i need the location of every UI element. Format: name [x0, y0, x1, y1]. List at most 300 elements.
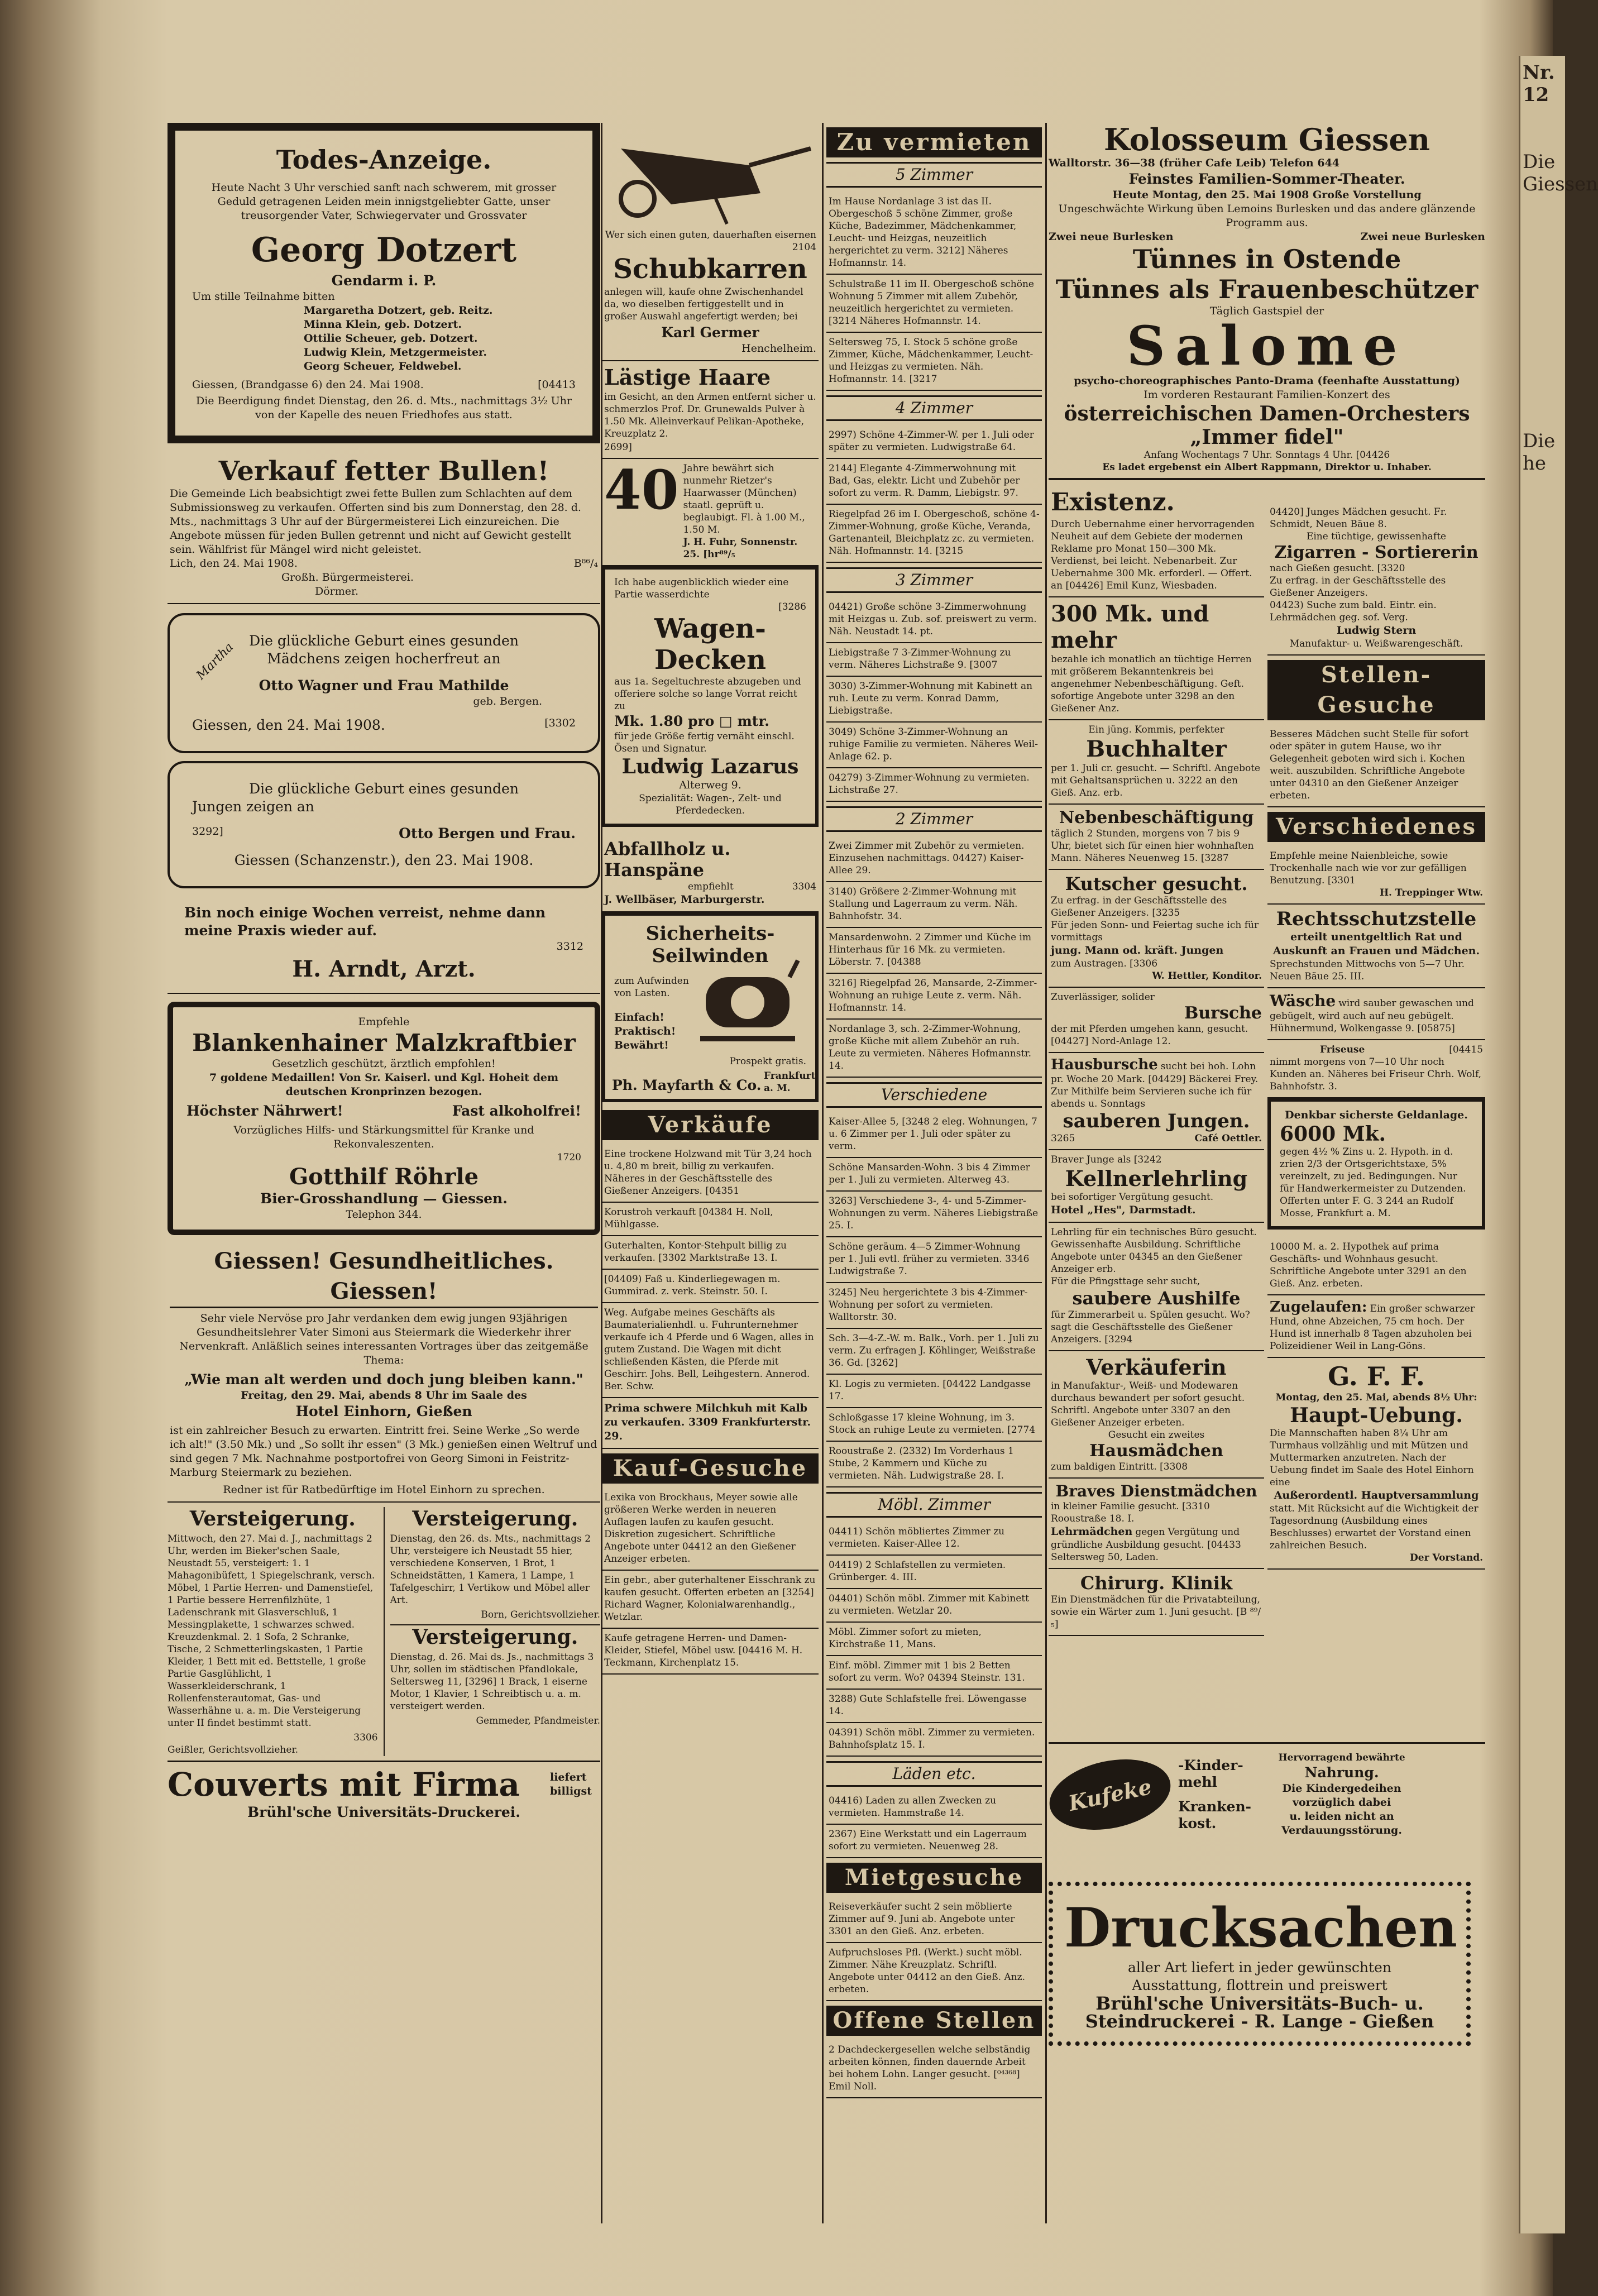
ad-date: Heute Montag, den 25. Mai 1908 Große Vorstellung	[1112, 189, 1422, 201]
parents: Otto Wagner und Frau Mathilde	[259, 677, 509, 693]
ad-claim: Fast alkoholfrei!	[452, 1103, 581, 1119]
column-1	[168, 123, 600, 2223]
ad-text: Jahre bewährt sich nunmehr Rietzer's Haarwasser (München) staatl. geprüft u. beglaubigt. Fl. à 1.00 M., 1.50 M.	[683, 463, 805, 535]
classified-item: Kaiser-Allee 5, [3248 2 eleg. Wohnungen, 7 u. 6 Zimmer per 1. Juli oder später zu verm.	[826, 1112, 1042, 1158]
ad-tag: Einfach!	[614, 1011, 664, 1023]
ad-title: Giessen! Gesundheitliches. Giessen!	[170, 1246, 598, 1308]
classified-item: Schöne geräum. 4—5 Zimmer-Wohnung per 1. Juli evtl. früher zu vermieten. 3346 Ludwigstraße 7.	[826, 1237, 1042, 1283]
ad-title: Sicherheits-Seilwinden	[645, 922, 775, 967]
classified-item: 3288) Gute Schlafstelle frei. Löwengasse 14.	[826, 1690, 1042, 1723]
ad-text: für jede Größe fertig vernäht einschl. Ösen und Signatur.	[614, 731, 795, 754]
ad-number: 40	[604, 458, 679, 522]
ad-pre: Ein jüng. Kommis, perfekter	[1088, 724, 1224, 735]
ad-text: erteilt unentgeltlich Rat und Auskunft an Frauen und Mädchen.	[1272, 931, 1480, 957]
ad-amount: 6000 Mk.	[1280, 1122, 1386, 1146]
ad-title: jung. Mann od. kräft. Jungen	[1051, 944, 1224, 956]
kufeke-logo: Kufeke	[1043, 1749, 1177, 1840]
ad-title: Versteigerung.	[189, 1507, 356, 1530]
parents: Otto Bergen und Frau.	[399, 825, 576, 841]
classified-item: Schloßgasse 17 kleine Wohnung, im 3. Stock an ruhige Leute zu vermieten. [2774	[826, 1408, 1042, 1442]
ad-abfallholz	[602, 835, 819, 912]
ad-300mk	[1049, 597, 1264, 720]
ad-text: Wer sich einen guten, dauerhaften eisernen	[605, 229, 816, 241]
mourner: Ottilie Scheuer, geb. Dotzert.	[304, 332, 478, 345]
show-title: Tünnes als Frauenbeschützer	[1055, 274, 1479, 304]
ad-text: Lehrling für ein technisches Büro gesucht. Gewissenhafte Ausbildung. Schriftliche Angebote unter 04345 an den Gießener Anzeiger erb.	[1051, 1227, 1257, 1275]
ad-pre: Empfehle	[358, 1016, 410, 1028]
ad-text: der mit Pferden umgehen kann, gesucht. [04427] Nord-Anlage 12.	[1051, 1023, 1248, 1047]
ad-geldanlage	[1267, 1098, 1485, 1230]
ad-text: Für jeden Sonn- und Feiertag suche ich für vormittags	[1051, 920, 1259, 943]
ad-friseuse	[1267, 1040, 1485, 1098]
classified-item: Schulstraße 11 im II. Obergeschoß schöne Wohnung 5 Zimmer mit allem Zubehör, neuzeitlich hergerichtet zu vermieten. [3214 Näheres Hofmannstr. 14.	[826, 275, 1042, 333]
ref-number: [3286	[778, 601, 806, 613]
section-header-mietgesuche: Mietgesuche	[826, 1863, 1042, 1893]
next-page-edge	[1519, 56, 1598, 2233]
classified-item: Sch. 3—4-Z.-W. m. Balk., Vorh. per 1. Juli zu verm. Zu erfragen J. Köhlinger, Weißstraße 36. Gd. [3262]	[826, 1329, 1042, 1375]
subsection-header: Möbl. Zimmer	[826, 1492, 1042, 1518]
ad-title: Kutscher gesucht.	[1065, 873, 1248, 895]
classified-item: Liebigstraße 7 3-Zimmer-Wohnung zu verm. Näheres Lichstraße 9. [3007	[826, 643, 1042, 677]
classified-item: 04419) 2 Schlafstellen zu vermieten. Grünberger. 4. III.	[826, 1556, 1042, 1589]
ad-seller: Café Oettler.	[1194, 1133, 1262, 1144]
ad-klinik	[1049, 1569, 1264, 1636]
ad-text: Dienstag, den 26. ds. Mts., nachmittags 2 Uhr, versteigere ich Neustadt 55 hier, verschiedene Konserven, 1 Brot, 1 Schneidstätten, 1 Kamera, 1 Lampe, 1 Tafelgeschirr, 1 Vertikow und Möbel aller Art.	[390, 1533, 591, 1606]
born-name: geb. Bergen.	[473, 695, 542, 707]
mourners-list	[192, 304, 576, 374]
place-date: Lich, den 24. Mai 1908.	[170, 557, 298, 570]
ad-title: Blankenhainer Malzkraftbier	[192, 1029, 576, 1056]
ref-number: 3304	[792, 881, 816, 892]
kufeke-claim: Hervorragend bewährte	[1278, 1752, 1405, 1763]
ad-text: Braver Junge als [3242	[1051, 1154, 1162, 1165]
classified-item: 3216] Riegelpfad 26, Mansarde, 2-Zimmer-Wohnung an ruhige Leute z. verm. Näh. Hofmannstr. 14.	[826, 974, 1042, 1020]
ad-sub: Brühl'sche Universitäts-Druckerei.	[247, 1804, 521, 1820]
ad-place: Henchelheim.	[741, 342, 816, 355]
ad-arndt	[168, 896, 600, 994]
ad-medals: 7 goldene Medaillen! Von Sr. Kaiserl. und Kgl. Hoheit dem deutschen Kronprinzen bezogen.	[209, 1072, 559, 1098]
classified-item: Kl. Logis zu vermieten. [04422 Landgasse 17.	[826, 1375, 1042, 1408]
ref-number: 3265	[1051, 1133, 1075, 1144]
classified-item: 04391) Schön möbl. Zimmer zu vermieten. Bahnhofsplatz 15. I.	[826, 1723, 1042, 1757]
ad-kutscher	[1049, 870, 1264, 988]
ad-title: Versteigerung.	[412, 1507, 578, 1530]
classified-item: 3140) Größere 2-Zimmer-Wohnung mit Stallung und Lagerraum zu verm. Näh. Bahnhofstr. 34.	[826, 882, 1042, 928]
kufeke-label: mehl	[1178, 1774, 1218, 1790]
ad-guest: Täglich Gastspiel der	[1209, 305, 1324, 317]
ad-text: Mittwoch, den 27. Mai d. J., nachmittags 2 Uhr, werden im Bieker'schen Saale, Neustadt 55, versteigert: 1. 1 Mahagonibüfett, 1 Spiegelschrank, versch. Möbel, 1 Partie Herren- und Damenstiefel, 1 Partie bessere Herrenfilzhüte, 1 Ladenschrank mit Glasverschluß, 1 Messingplakette, 1 schwarzes schwed. Kreuzdenkmal. 2. 1 Sofa, 2 Schranke, Tische, 2 Schmetterlingskasten, 1 Partie Kleider, 1 Bett mit ed. Bettstelle, 1 große Partie Gasglühlicht, 1 Wasserkleiderschrank, 1 Rollenfensterautomat, Gas- und Wasserhähne u. a. m. Die Versteigerung unter II findet bestimmt statt.	[168, 1533, 375, 1729]
ad-text: nach Gießen gesucht. [3320	[1270, 563, 1405, 574]
ad-seller: Ph. Mayfarth & Co.	[612, 1077, 762, 1093]
ad-seller: W. Hettler, Konditor.	[1152, 970, 1262, 982]
ad-text: Zuverlässiger, solider	[1051, 992, 1155, 1003]
ad-title: sauberen Jungen.	[1063, 1110, 1250, 1132]
deceased-rank: Gendarm i. P.	[331, 272, 437, 289]
classified-item: 2144] Elegante 4-Zimmerwohnung mit Bad, Gas, elektr. Licht und Zubehör per sofort zu verm. R. Damm, Liebigstr. 97.	[826, 459, 1042, 505]
ad-malzbier	[168, 1002, 600, 1235]
column-3	[826, 123, 1042, 2223]
classified-item: Mansardenwohn. 2 Zimmer und Küche im Hinterhaus für 16 Mk. zu vermieten. Löberstr. 7. [04388	[826, 928, 1042, 974]
ad-text: Ein großer schwarzer Hund, ohne Abzeichen, 75 cm hoch. Der Hund ist innerhalb 8 Tagen abzuholen bei Polizeidiener Weil in Lang-Göns.	[1270, 1303, 1475, 1352]
ad-text: bezahle ich monatlich an tüchtige Herren mit größerem Bekanntenkreis bei angenehmer Nebenbeschäftigung. Geft. sofortige Angebote unter 3298 an den Gießener Anz.	[1051, 654, 1252, 714]
ad-couverts	[168, 1761, 600, 1821]
birth-notice	[168, 613, 600, 753]
classified-item: Korustroh verkauft [04384 H. Noll, Mühlgasse.	[602, 1203, 819, 1236]
classified-item: 2997) Schöne 4-Zimmer-W. per 1. Juli oder später zu vermieten. Ludwigstraße 64.	[826, 425, 1042, 459]
subsection-header: 2 Zimmer	[826, 806, 1042, 832]
ad-text: sucht bei hoh. Lohn pr. Woche 20 Mark. [04429] Bäckerei Frey.	[1051, 1061, 1259, 1085]
ad-title: Hausbursche	[1051, 1056, 1158, 1073]
classified-item: Besseres Mädchen sucht Stelle für sofort oder später in gutem Hause, wo ihr Gelegenheit geboten wird sich i. Kochen weit. auszubilden. Schriftliche Angebote unter 04310 an den Gießener Anzeiger erbeten.	[1267, 725, 1485, 807]
place-date: Giessen, (Brandgasse 6) den 24. Mai 1908.	[192, 379, 424, 391]
ad-spec: Spezialität: Wagen-, Zelt- und Pferdedecken.	[639, 793, 782, 816]
signer: Born, Gerichtsvollzieher.	[481, 1609, 601, 1620]
ad-text: Brühl'sche Universitäts-Buch- u.	[1095, 1993, 1424, 2014]
section-header-verkaeufe: Verkäufe	[602, 1110, 819, 1140]
ad-title: Denkbar sicherste Geldanlage.	[1285, 1109, 1468, 1121]
birth-line: Jungen zeigen an	[192, 798, 314, 815]
ad-title: Kellnerlehrling	[1065, 1166, 1248, 1191]
classified-item: Nordanlage 3, sch. 2-Zimmer-Wohnung, große Küche mit allem Zubehör an ruh. Leute zu vermieten. Näheres Hofmannstr. 14.	[826, 1020, 1042, 1078]
classified-item: 3263] Verschiedene 3-, 4- und 5-Zimmer-Wohnungen zu verm. Näheres Liebigstraße 25. I.	[826, 1192, 1042, 1237]
classified-item: Seltersweg 75, I. Stock 5 schöne große Zimmer, Küche, Mädchenkammer, Leucht- und Heizgas zu vermieten. Näh. Hofmannstr. 14. [3217	[826, 333, 1042, 391]
ad-versteigerung	[390, 1507, 601, 1621]
ad-times: Anfang Wochentags 7 Uhr. Sonntags 4 Uhr. [04426	[1144, 449, 1390, 461]
plea: Um stille Teilnahme bitten	[192, 290, 335, 303]
ad-zigarren	[1267, 503, 1485, 656]
classified-item: Lexika von Brockhaus, Meyer sowie alle größeren Werke werden in neueren Auflagen laufen zu kaufen gesucht. Diskretion zugesichert. Schriftliche Angebote unter 04412 an den Gießener Anzeiger erbeten.	[602, 1488, 819, 1571]
section-header-kaufgesuche: Kauf-Gesuche	[602, 1453, 819, 1484]
ad-nebenbeschaeftigung	[1049, 805, 1264, 870]
ad-text: zum baldigen Eintritt. [3308	[1051, 1461, 1188, 1472]
ad-price: Mk. 1.80 pro □ mtr.	[614, 713, 769, 729]
ad-text: Manufaktur- u. Weißwarengeschäft.	[1289, 638, 1463, 649]
section-header-stellengesuche: Stellen-Gesuche	[1267, 660, 1485, 720]
ad-text: Steindruckerei - R. Lange - Gießen	[1085, 2011, 1434, 2032]
ad-seller: Karl Germer	[661, 324, 759, 341]
ad-title: Wäsche	[1270, 992, 1336, 1010]
ad-text: Dienstag, d. 26. Mai ds. Js., nachmittags 3 Uhr, sollen im städtischen Pfandlokale, Seltersweg 11, [3296] 1 Brack, 1 eiserne Motor, 1 Klavier, 1 Schreibtisch u. a. m. versteigert werden.	[390, 1652, 594, 1712]
ad-drama: psycho-choreographisches Panto-Drama (feenhafte Ausstattung)	[1074, 375, 1460, 387]
ad-text: Die Mannschaften haben 8¼ Uhr am Turmhaus vollzählig und mit Mützen und Muttermarken anzutreten. Nach der Uebung findet im Saale des Hotel Einhorn eine	[1270, 1428, 1474, 1488]
show-title: Tünnes in Ostende	[1132, 244, 1401, 274]
ad-text: ist ein zahlreicher Besuch zu erwarten. Eintritt frei. Seine Werke „So werde ich alt!" (3.50 Mk.) und „So sollt ihr essen" (3 Mk.) genießen einen Weltruf und sind gegen 7 Mk. Nachnahme postportofrei von Georg Simoni in Feistritz-Marburg Steiermark zu beziehen.	[170, 1424, 597, 1479]
ad-gesundheit	[168, 1243, 600, 1503]
column-rule	[1045, 123, 1047, 2223]
ad-verkaeuferin	[1049, 1351, 1264, 1479]
ad-waesche	[1267, 988, 1485, 1040]
ad-title: Versteigerung.	[412, 1625, 578, 1649]
classified-item: 2 Dachdeckergesellen welche selbständig arbeiten können, finden dauernde Arbeit bei hohem Lohn. Langer gesucht. [⁰⁴³⁶⁸] Emil Noll.	[826, 2040, 1042, 2098]
ad-seller: Hotel „Hes", Darmstadt.	[1051, 1204, 1196, 1216]
ad-title: Haupt-Uebung.	[1290, 1404, 1463, 1427]
ad-title: Friseuse	[1320, 1044, 1365, 1055]
ad-text: nimmt morgens von 7—10 Uhr noch Kunden an. Näheres bei Friseur Chrh. Wolf, Bahnhofstr. 3.	[1270, 1056, 1482, 1092]
ad-title: saubere Aushilfe	[1072, 1288, 1241, 1309]
ad-title: Außerordentl. Hauptversammlung	[1274, 1489, 1479, 1501]
section-header-offene-stellen: Offene Stellen	[826, 2006, 1042, 2036]
ref-number: [04413	[538, 379, 576, 391]
ad-text: Zur Mithilfe beim Servieren suche ich für abends u. Sonntags	[1051, 1086, 1252, 1109]
classified-item: 3245] Neu hergerichtete 3 bis 4-Zimmer-Wohnung per sofort zu vermieten. Walltorstr. 30.	[826, 1283, 1042, 1329]
ad-side: liefert billigst	[550, 1771, 592, 1797]
ad-title: Drucksachen	[1064, 1896, 1457, 1959]
kufeke-claim: u. leiden nicht an Verdauungsstörung.	[1281, 1810, 1402, 1836]
ad-kufeke	[1049, 1742, 1485, 1838]
ad-addr: Alterweg 9.	[679, 779, 741, 791]
classified-item: 3049) Schöne 3-Zimmer-Wohnung an ruhige Familie zu vermieten. Näheres Weil-Anlage 62. p.	[826, 723, 1042, 768]
ad-title: Chirurg. Klinik	[1080, 1572, 1233, 1594]
ad-text: Durch Uebernahme einer hervorragenden Neuheit auf dem Gebiete der modernen Reklame pro Monat 150—300 Mk. Verdienst, bei leicht. Nebenarbeit. Zur Uebernahme 300 Mk. erforderl. — Offert. an [04426] Emil Kunz, Wiesbaden.	[1051, 519, 1255, 591]
ad-title: Buchhalter	[1086, 736, 1227, 762]
ad-sub: zum Aufwinden von Lasten.	[614, 975, 689, 999]
death-notice	[168, 123, 600, 443]
ref-number: B⁸⁶/₄	[573, 557, 598, 570]
mourner: Margaretha Dotzert, geb. Reitz.	[304, 304, 493, 317]
ad-use: Vorzügliches Hilfs- und Stärkungsmittel für Kranke und Rekonvaleszenten.	[233, 1124, 534, 1150]
ad-prospekt: Prospekt gratis.	[729, 1056, 806, 1067]
deceased-name: Georg Dotzert	[251, 231, 517, 270]
ref-number: 2104	[792, 242, 816, 253]
ad-pre: Gesucht ein zweites	[1108, 1429, 1205, 1441]
subsection-header: 3 Zimmer	[826, 567, 1042, 593]
place-date: Giessen, den 24. Mai 1908.	[192, 717, 385, 733]
ad-quote: „Wie man alt werden und doch jung bleiben kann."	[184, 1371, 583, 1388]
kufeke-claim: Die Kindergedeihen vorzüglich dabei	[1282, 1782, 1401, 1809]
ad-title: 300 Mk. und mehr	[1051, 601, 1209, 653]
ref-number: 3292]	[192, 825, 223, 838]
ad-text: Ich habe augenblicklich wieder eine Partie wasserdichte	[614, 577, 789, 600]
mourner: Georg Scheuer, Feldwebel.	[304, 360, 462, 372]
classified-item: Möbl. Zimmer sofort zu mieten, Kirchstraße 11, Mans.	[826, 1623, 1042, 1656]
ad-title: Wagen-Decken	[654, 613, 767, 676]
ad-text: 04423) Suche zum bald. Eintr. ein. Lehrmädchen geg. sof. Verg.	[1270, 600, 1437, 623]
signer: Dörmer.	[315, 585, 359, 597]
kufeke-label: Kranken-	[1178, 1798, 1252, 1815]
mourner: Minna Klein, geb. Dotzert.	[304, 318, 462, 331]
ad-title: Bursche	[1184, 1003, 1262, 1023]
classified-item: 2367) Eine Werkstatt und ein Lagerraum sofort zu vermieten. Neuenweg 28.	[826, 1825, 1042, 1858]
ad-schubkarren	[602, 123, 819, 361]
ad-wagendecken	[602, 566, 819, 827]
ad-shop: Bier-Grosshandlung — Giessen.	[260, 1190, 508, 1207]
ad-note: Redner ist für Ratbedürftige im Hotel Einhorn zu sprechen.	[223, 1484, 545, 1496]
ad-place: Frankfurt a. M.	[764, 1070, 816, 1094]
next-page-fragment: Die Giessen	[1523, 151, 1598, 195]
classified-item: [04409) Faß u. Kinderliegewagen m. Gummirad. z. verk. Steinstr. 50. I.	[602, 1270, 819, 1303]
classified-item: Aufpruchsloses Pfl. (Werkt.) sucht möbl. Zimmer. Nähe Kreuzplatz. Schriftl. Angebote unter 04412 an den Gieß. Anz. erbeten.	[826, 1943, 1042, 2001]
classified-item: Ein gebr., aber guterhaltener Eisschrank zu kaufen gesucht. Offerten erbeten an [3254] Richard Wagner, Kolonialwarenhandlg., Wetzlar.	[602, 1571, 819, 1629]
ref-number: 1720	[557, 1152, 581, 1163]
ad-tag: Praktisch!	[614, 1025, 676, 1037]
ad-seller: Ludwig Lazarus	[621, 755, 799, 778]
ad-claim: Höchster Nährwert!	[186, 1103, 343, 1119]
ad-invite: Es ladet ergebenst ein Albert Rappmann, Direktor u. Inhaber.	[1102, 462, 1432, 473]
ad-phone: Telephon 344.	[346, 1208, 422, 1221]
subsection-header: 4 Zimmer	[826, 395, 1042, 421]
ad-title: Abfallholz u. Hanspäne	[604, 838, 731, 881]
ad-text: Ungeschwächte Wirkung üben Lemoins Burlesken und das andere glänzende Programm aus.	[1058, 203, 1476, 229]
kufeke-claim: Nahrung.	[1304, 1764, 1379, 1781]
ad-title: Verkauf fetter Bullen!	[218, 456, 549, 487]
classified-item: Weg. Aufgabe meines Geschäfts als Baumaterialienhdl. u. Fuhrunternehmer verkaufe ich 4 Pferde und 6 Wagen, alles in gutem Zustand. Die Wagen mit dicht schließenden Kästen, die Pferde mit Geschirr. Johs. Bell, Leihgestern. Annerod. Ber. Schw.	[602, 1303, 819, 1398]
ad-kellnerlehrling	[1049, 1150, 1264, 1223]
ad-text: gegen Vergütung und gründliche Ausbildung gesucht. [04433 Seltersweg 50, Laden.	[1051, 1527, 1241, 1563]
ad-bursche	[1049, 988, 1264, 1053]
next-page-fragment: Nr. 12	[1523, 61, 1555, 106]
ad-text: Zu erfrag. in der Geschäftsstelle des Gießener Anzeigers. [3235	[1051, 895, 1227, 919]
ad-title: Zigarren - Sortiererin	[1274, 543, 1479, 562]
ad-hypothek: 10000 M. a. 2. Hypothek auf prima Geschäfts- und Wohnhaus gesucht. Schriftliche Angebote unter 3291 an den Gieß. Anz. erbeten.	[1267, 1237, 1485, 1295]
ad-orchestra: österreichischen Damen-Orchesters „Immer fidel"	[1064, 402, 1470, 449]
ad-title: Schubkarren	[613, 253, 807, 285]
classified-item: Rooustraße 2. (2332) Im Vorderhaus 1 Stube, 2 Kammern und Küche zu vermieten. Näh. Ludwigstraße 28. I.	[826, 1442, 1042, 1487]
ad-rechtsschutz	[1267, 905, 1485, 988]
signer: Gemmeder, Pfandmeister.	[476, 1715, 601, 1726]
ref-number: 3312	[556, 940, 583, 953]
ad-title: Braves Dienstmädchen	[1055, 1482, 1257, 1500]
ad-text: in Manufaktur-, Weiß- und Modewaren durchaus bewandert per sofort gesucht. Schriftl. Angebote unter 3307 an den Gießener Anzeiger erbeten.	[1051, 1380, 1245, 1428]
subsection-header: 5 Zimmer	[826, 162, 1042, 188]
ad-when: Freitag, den 29. Mai, abends 8 Uhr im Saale des	[241, 1389, 527, 1401]
ref-number: [04415	[1449, 1044, 1483, 1055]
ad-kolosseum	[1049, 123, 1485, 480]
ad-naienbleiche	[1267, 846, 1485, 905]
birth-line: Die glückliche Geburt eines gesunden	[249, 633, 519, 649]
ad-sub: Gesetzlich geschützt, ärztlich empfohlen!	[272, 1058, 496, 1070]
ad-row: Zwei neue Burlesken	[1049, 231, 1174, 243]
column-2	[602, 123, 819, 2223]
show-title-salome: Salome	[1126, 314, 1408, 377]
ad-text: in kleiner Familie gesucht. [3310 Rooustraße 18. I.	[1051, 1501, 1210, 1524]
death-notice-title: Todes-Anzeige.	[276, 145, 492, 175]
ad-row: Zwei neue Burlesken	[1360, 231, 1485, 243]
ad-title: Couverts mit Firma	[168, 1766, 520, 1804]
classified-item: 04416) Laden zu allen Zwecken zu vermieten. Hammstraße 14.	[826, 1791, 1042, 1825]
classified-item: 04279) 3-Zimmer-Wohnung zu vermieten. Lichstraße 27.	[826, 768, 1042, 802]
ad-text: Die Gemeinde Lich beabsichtigt zwei fette Bullen zum Schlachten auf dem Submissionsweg zu verkaufen. Offerten sind bis zum Donnerstag, den 28. d. Mts., nachmittags 3 Uhr auf der Bürgermeisterei Lich einzureichen. Die Angebote müssen für jeden Bullen getrennt und nicht auf Gewicht gestellt sein. Wählfrist für Mängel wird nicht geleistet.	[170, 487, 581, 556]
classified-item: 04411) Schön möbliertes Zimmer zu vermieten. Kaiser-Allee 12.	[826, 1522, 1042, 1556]
ad-title: Kolosseum Giessen	[1103, 122, 1430, 157]
kufeke-label: kost.	[1178, 1815, 1217, 1831]
classified-item: Riegelpfad 26 im I. Obergeschoß, schöne 4-Zimmer-Wohnung, große Küche, Veranda, Gartenanteil, Bleichplatz zc. zu vermieten. Näh. Hofmannstr. 14. [3215	[826, 505, 1042, 563]
ad-dienstmaedchen	[1049, 1479, 1264, 1569]
ad-text: Bin noch einige Wochen verreist, nehme dann meine Praxis wieder auf.	[184, 905, 546, 939]
ad-lehrling	[1049, 1223, 1264, 1351]
kufeke-label: -Kinder-	[1178, 1757, 1243, 1773]
classified-item: Eine trockene Holzwand mit Tür 3,24 hoch u. 4,80 m breit, billig zu verkaufen. Näheres in der Geschäftsstelle des Gießener Anzeigers. [04351	[602, 1145, 819, 1203]
ad-text: Empfehle meine Naienbleiche, sowie Trockenhalle nach wie vor zur gefälligen Benutzung. [3301	[1270, 850, 1467, 886]
ad-existenz	[1049, 484, 1264, 597]
ad-text: aller Art liefert in jeder gewünschten	[1128, 1959, 1391, 1975]
ad-where: Hotel Einhorn, Gießen	[295, 1403, 472, 1419]
section-header-verschiedenes: Verschiedenes	[1267, 812, 1485, 842]
ad-drucksachen	[1049, 1882, 1471, 2046]
birth-line: Die glückliche Geburt eines gesunden	[249, 781, 519, 797]
ad-title: Rechtsschutzstelle	[1276, 908, 1477, 930]
ad-gff	[1267, 1358, 1485, 1570]
ad-haarwasser	[602, 459, 819, 566]
ad-title: G. F. F.	[1328, 1361, 1425, 1391]
ref-number: [3302	[544, 717, 576, 729]
ad-seller: J. Wellbäser, Marburgerstr.	[604, 893, 765, 906]
classified-item: Einf. möbl. Zimmer mit 1 bis 2 Betten sofort zu verm. Wo? 04394 Steinstr. 131.	[826, 1656, 1042, 1690]
ad-seller: Ludwig Stern	[1336, 624, 1417, 637]
ad-text: zum Austragen. [3306	[1051, 958, 1158, 969]
ad-text: Ausstattung, flottrein und preiswert	[1132, 1977, 1388, 1993]
ad-text: Für die Pfingsttage sehr sucht,	[1051, 1276, 1200, 1287]
office: Großh. Bürgermeisterei.	[281, 571, 414, 583]
classified-item: Kaufe getragene Herren- und Damen-Kleider, Stiefel, Möbel usw. [04416 M. H. Teckmann, Kirchenplatz 15.	[602, 1629, 819, 1675]
wheelbarrow-icon	[604, 126, 816, 227]
ad-title: Nebenbeschäftigung	[1059, 808, 1254, 827]
classified-item: 04401) Schön möbl. Zimmer mit Kabinett zu vermieten. Wetzlar 20.	[826, 1589, 1042, 1623]
ad-text: aus 1a. Segeltuchreste abzugeben und offeriere solche so lange Vorrat reicht zu	[614, 676, 801, 712]
classified-item: Reiseverkäufer sucht 2 sein möblierte Zimmer auf 9. Juni ab. Angebote unter 3301 an den Gieß. Anz. erbeten.	[826, 1897, 1042, 1943]
classified-item: 3030) 3-Zimmer-Wohnung mit Kabinett an ruh. Leute zu verm. Konrad Damm, Liebigstraße.	[826, 677, 1042, 723]
section-header-zu-vermieten: Zu vermieten	[826, 127, 1042, 157]
ad-sub: Feinstes Familien-Sommer-Theater.	[1128, 171, 1405, 187]
classified-item: Im Hause Nordanlage 3 ist das II. Obergeschoß 5 schöne Zimmer, große Küche, Badezimmer, Mädchenkammer, Leucht- und Heizgas, neuzeitlich hergerichtet zu verm. 3212] Näheres Hofmannstr. 14.	[826, 192, 1042, 275]
subsection-header: Läden etc.	[826, 1761, 1042, 1787]
child-name: Martha	[194, 640, 237, 683]
birth-notice	[168, 761, 600, 888]
classified-item: 04420] Junges Mädchen gesucht. Fr. Schmidt, Neuen Bäue 8.	[1270, 506, 1447, 530]
ad-vorderes: Im vorderen Restaurant Familien-Konzert des	[1144, 389, 1390, 401]
ad-text: für Zimmerarbeit u. Spülen gesucht. Wo? sagt die Geschäftsstelle des Gießener Anzeigers. [3294	[1051, 1309, 1250, 1345]
ad-title: Verkäuferin	[1086, 1355, 1227, 1380]
funeral-info: Die Beerdigung findet Dienstag, den 26. d. Mts., nachmittags 3½ Uhr von der Kapelle des neuen Friedhofes aus statt.	[195, 395, 572, 421]
ad-name: H. Arndt, Arzt.	[292, 956, 476, 982]
subsection-header: Verschiedene	[826, 1082, 1042, 1108]
signer: Der Vorstand.	[1410, 1552, 1483, 1563]
next-page-fragment: Die he	[1523, 430, 1556, 475]
ad-haare	[602, 361, 819, 459]
ad-text: anlegen will, kaufe ohne Zwischenhandel da, wo dieselben fertiggestellt und in großer Auswahl angefertigt werden; bei	[604, 286, 803, 322]
signer: Geißler, Gerichtsvollzieher.	[168, 1744, 299, 1756]
ad-text: Eine tüchtige, gewissenhafte	[1306, 531, 1447, 542]
ad-title: Lehrmädchen	[1051, 1525, 1133, 1538]
classified-item: Guterhalten, Kontor-Stehpult billig zu verkaufen. [3302 Marktstraße 13. I.	[602, 1236, 819, 1270]
ad-seller: J. H. Fuhr, Sonnenstr. 25. [hr⁸⁹/₅	[683, 537, 798, 560]
ad-date: Montag, den 25. Mai, abends 8½ Uhr:	[1275, 1392, 1477, 1403]
column-rule	[822, 123, 824, 2223]
ad-text: Sprechstunden Mittwochs von 5—7 Uhr. Neuen Bäue 25. III.	[1270, 959, 1465, 982]
ad-text: Ein Dienstmädchen für die Privatabteilung, sowie ein Wärter zum 1. Juni gesucht. [B ⁸⁹/₅]	[1051, 1594, 1261, 1630]
birth-line: Mädchens zeigen hocherfreut an	[267, 650, 501, 667]
ad-title: Zugelaufen:	[1270, 1299, 1367, 1316]
classified-item: Zwei Zimmer mit Zubehör zu vermieten. Einzusehen nachmittags. 04427) Kaiser-Allee 29.	[826, 836, 1042, 882]
classified-item: Prima schwere Milchkuh mit Kalb zu verkaufen. 3309 Frankfurterstr. 29.	[602, 1398, 819, 1449]
ad-versteigerung	[390, 1624, 601, 1727]
death-notice-intro: Heute Nacht 3 Uhr verschied sanft nach schwerem, mit grosser Geduld getragenen Leiden mein innigstgeliebter Gatte, unser treusorgender Vater, Schwiegervater und Grossvater	[211, 181, 557, 222]
ad-seller: H. Treppinger Wtw.	[1379, 887, 1483, 898]
mourner: Ludwig Klein, Metzgermeister.	[304, 346, 487, 358]
ad-seller: Gotthilf Röhrle	[289, 1164, 479, 1190]
ad-title: Existenz.	[1051, 488, 1175, 516]
ad-buchhalter	[1049, 720, 1264, 805]
ref-number: 3306	[353, 1732, 378, 1743]
column-5	[1267, 503, 1485, 1576]
ad-text: bei sofortiger Vergütung gesucht.	[1051, 1192, 1214, 1203]
ad-addr: Walltorstr. 36—38 (früher Cafe Leib) Telefon 644	[1049, 157, 1340, 169]
place-date: Giessen (Schanzenstr.), den 23. Mai 1908.	[234, 852, 534, 868]
ad-sub: empfiehlt	[688, 881, 734, 892]
ad-text: wird sauber gewaschen und gebügelt, wird auch auf neu gebügelt. Hühnermund, Wolkengasse 9. [05875]	[1270, 998, 1474, 1034]
ad-text: gegen 4½ % Zins u. 2. Hypoth. in d. zrien 2/3 der Ortsgerichtstaxe, 5% vereinzelt, zu jed. Bedingungen. Nur für Handwerkermeister zu Dutzenden. Offerten unter F. G. 3 244 an Rudolf Mosse, Frankfurt a. M.	[1280, 1146, 1466, 1219]
ad-text: täglich 2 Stunden, morgens von 7 bis 9 Uhr, bietet sich für einen hier wohnhaften Mann. Näheres Neuenweg 15. [3287	[1051, 828, 1254, 864]
ad-zugelaufen	[1267, 1295, 1485, 1358]
